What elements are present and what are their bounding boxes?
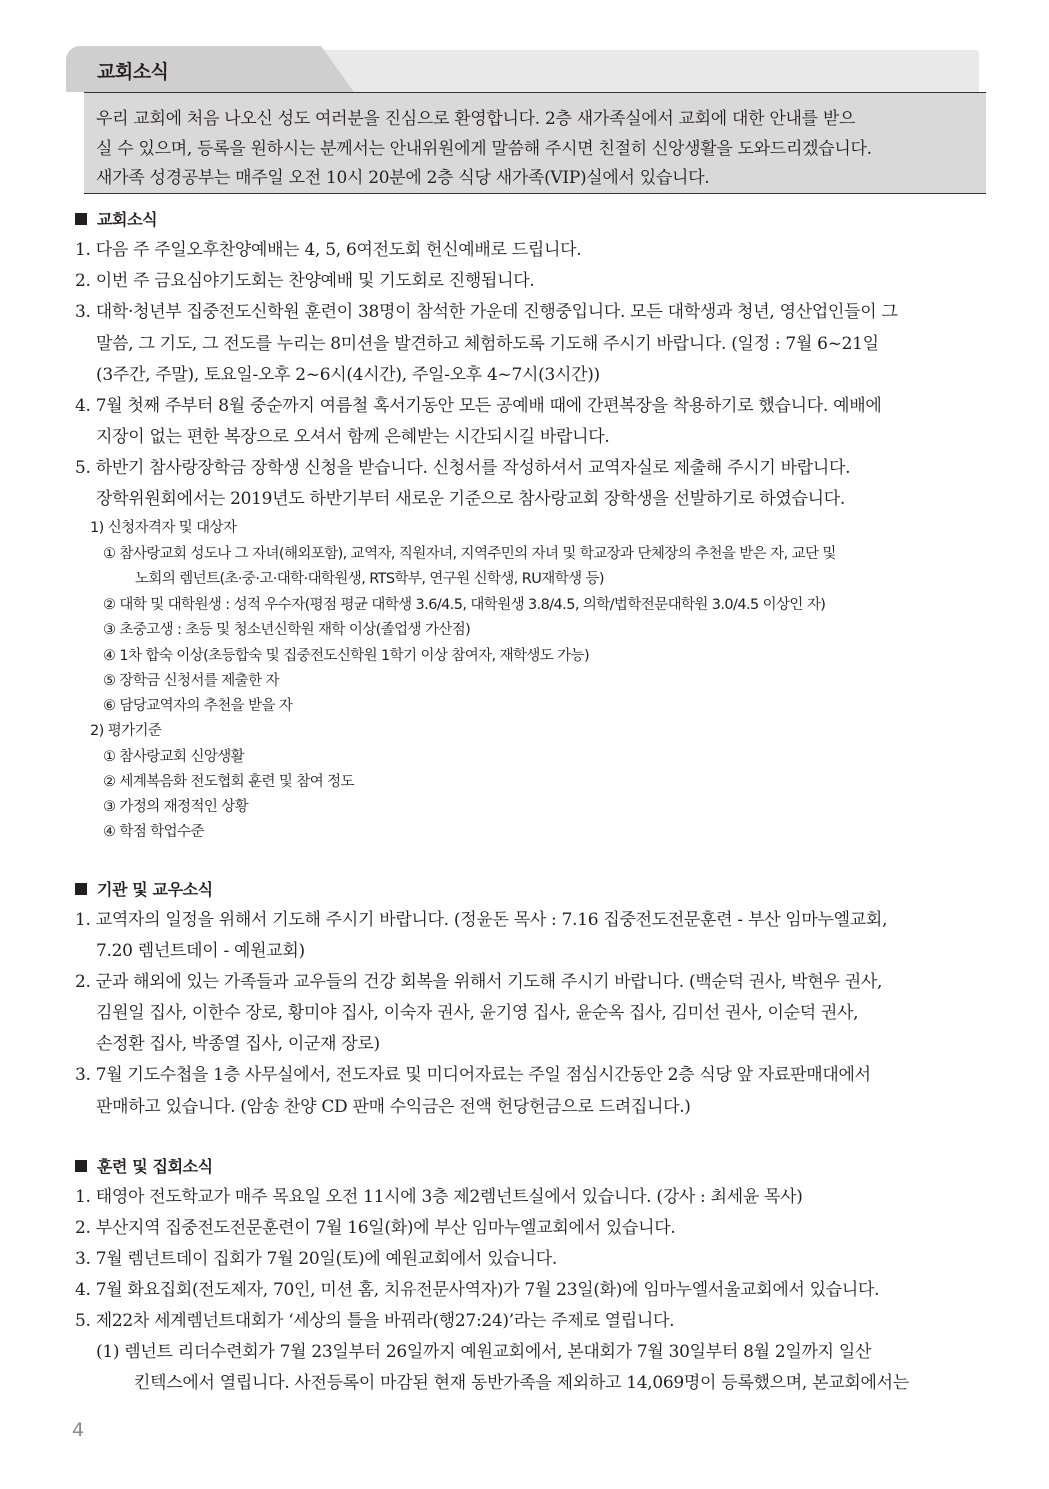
criteria-item: ④ 1차 합숙 이상(초등합숙 및 집중전도신학원 1학기 이상 참여자, 재학생도 가능) (103, 648, 590, 664)
criteria-item-continued: 노회의 렘넌트(초·중·고·대학·대학원생, RTS학부, 연구원 신학생, RU재학생 등) (135, 571, 604, 587)
news-item: 2. 이번 주 금요심야기도회는 찬양예배 및 기도회로 진행됩니다. (75, 271, 535, 291)
news-item: 3. 7월 기도수첩을 1층 사무실에서, 전도자료 및 미디어자료는 주일 점심시간동안 2층 식당 앞 자료판매대에서 (75, 1065, 871, 1085)
section-title: 교회소식 (97, 210, 158, 229)
page-number: 4 (72, 1419, 85, 1441)
welcome-text-line: 실 수 있으며, 등록을 원하시는 분께서는 안내위원에게 말씀해 주시면 친절히 신앙생활을 도와드리겠습니다. (96, 139, 872, 159)
section-heading-member-news (75, 877, 213, 900)
news-subitem-continued: 킨텍스에서 열립니다. 사전등록이 마감된 현재 동반가족을 제외하고 14,069명이 등록했으며, 본교회에서는 (134, 1373, 909, 1393)
criteria-item: ⑥ 담당교역자의 추천을 받을 자 (103, 698, 293, 714)
news-item: 4. 7월 첫째 주부터 8월 중순까지 여름철 혹서기동안 모든 공예배 때에 간편복장을 착용하기로 했습니다. 예배에 (75, 396, 882, 416)
news-item: 2. 군과 해외에 있는 가족들과 교우들의 건강 회복을 위해서 기도해 주시기 바랍니다. (백순덕 권사, 박현우 권사, (75, 972, 883, 992)
criteria-item: ① 참사랑교회 성도나 그 자녀(해외포함), 교역자, 직원자녀, 지역주민의 자녀 및 학교장과 단체장의 추천을 받은 자, 교단 및 (103, 546, 836, 562)
news-item: 5. 제22차 세계렘넌트대회가 ‘세상의 틀을 바꿔라(행27:24)’라는 주제로 열립니다. (75, 1311, 675, 1331)
bullet-square-icon (75, 1160, 87, 1172)
bullet-square-icon (75, 883, 87, 895)
news-item-continued: 7.20 렘넌트데이 - 예원교회) (96, 941, 305, 961)
evaluation-item: ① 참사랑교회 신앙생활 (103, 749, 245, 765)
news-item: 1. 다음 주 주일오후찬양예배는 4, 5, 6여전도회 헌신예배로 드립니다. (75, 240, 582, 260)
news-item: 3. 대학·청년부 집중전도신학원 훈련이 38명이 참석한 가운데 진행중입니다. 모든 대학생과 청년, 영산업인들이 그 (75, 302, 898, 322)
bullet-square-icon (75, 213, 87, 225)
news-item: 2. 부산지역 집중전도전문훈련이 7월 16일(화)에 부산 임마누엘교회에서 있습니다. (75, 1218, 676, 1238)
news-item: 1. 교역자의 일정을 위해서 기도해 주시기 바랍니다. (정윤돈 목사 : 7.16 집중전도전문훈련 - 부산 임마누엘교회, (75, 910, 888, 930)
news-item-continued: 김원일 집사, 이한수 장로, 황미야 집사, 이숙자 권사, 윤기영 집사, 윤순옥 집사, 김미선 권사, 이순덕 권사, (96, 1003, 859, 1023)
welcome-text-line: 우리 교회에 처음 나오신 성도 여러분을 진심으로 환영합니다. 2층 새가족실에서 교회에 대한 안내를 받으 (96, 109, 856, 129)
subsection-title: 2) 평가기준 (90, 723, 162, 739)
criteria-item: ③ 초중고생 : 초등 및 청소년신학원 재학 이상(졸업생 가산점) (103, 622, 471, 638)
criteria-item: ② 대학 및 대학원생 : 성적 우수자(평점 평균 대학생 3.6/4.5, 대학원생 3.8/4.5, 의학/법학전문대학원 3.0/4.5 이상인 자) (103, 597, 826, 613)
news-item-continued: 판매하고 있습니다. (암송 찬양 CD 판매 수익금은 전액 헌당헌금으로 드려집니다.) (96, 1097, 691, 1117)
news-item: 1. 태영아 전도학교가 매주 목요일 오전 11시에 3층 제2렘넌트실에서 있습니다. (강사 : 최세윤 목사) (75, 1187, 803, 1207)
section-title: 기관 및 교우소식 (97, 880, 213, 899)
subsection-title: 1) 신청자격자 및 대상자 (90, 520, 237, 536)
section-heading-training-news (75, 1154, 213, 1177)
news-item: 3. 7월 렘넌트데이 집회가 7월 20일(토)에 예원교회에서 있습니다. (75, 1249, 557, 1269)
news-item-continued: 지장이 없는 편한 복장으로 오셔서 함께 은혜받는 시간되시길 바랍니다. (96, 427, 610, 447)
evaluation-item: ③ 가정의 재정적인 상황 (103, 799, 249, 815)
criteria-item: ⑤ 장학금 신청서를 제출한 자 (103, 673, 279, 689)
evaluation-item: ② 세계복음화 전도협회 훈련 및 참여 정도 (103, 774, 354, 790)
news-item-continued: (3주간, 주말), 토요일-오후 2~6시(4시간), 주일-오후 4~7시(3시간)) (96, 365, 600, 385)
evaluation-item: ④ 학점 학업수준 (103, 824, 204, 840)
news-item-continued: 장학위원회에서는 2019년도 하반기부터 새로운 기준으로 참사랑교회 장학생을 선발하기로 하였습니다. (96, 489, 845, 509)
welcome-text-line: 새가족 성경공부는 매주일 오전 10시 20분에 2층 식당 새가족(VIP)실에서 있습니다. (96, 168, 710, 188)
news-item: 5. 하반기 참사랑장학금 장학생 신청을 받습니다. 신청서를 작성하셔서 교역자실로 제출해 주시기 바랍니다. (75, 458, 851, 478)
news-subitem: (1) 렘넌트 리더수련회가 7월 23일부터 26일까지 예원교회에서, 본대회가 7월 30일부터 8월 2일까지 일산 (96, 1342, 872, 1362)
news-item: 4. 7월 화요집회(전도제자, 70인, 미션 홈, 치유전문사역자)가 7월 23일(화)에 임마누엘서울교회에서 있습니다. (75, 1280, 880, 1300)
section-heading-church-news (75, 207, 157, 230)
news-item-continued: 말씀, 그 기도, 그 전도를 누리는 8미션을 발견하고 체험하도록 기도해 주시기 바랍니다. (일정 : 7월 6~21일 (96, 334, 879, 354)
section-title: 훈련 및 집회소식 (97, 1157, 213, 1176)
news-item-continued: 손정환 집사, 박종열 집사, 이군재 장로) (96, 1034, 380, 1054)
page-title: 교회소식 (97, 61, 169, 83)
